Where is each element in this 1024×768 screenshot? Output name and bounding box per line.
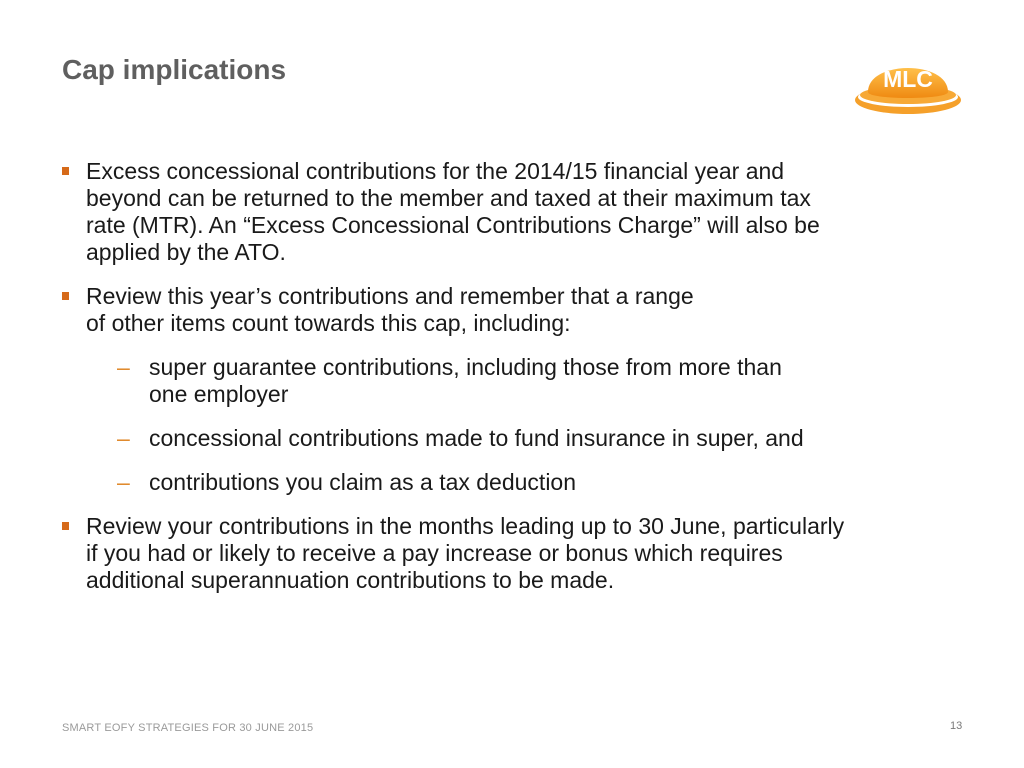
sub-bullet-line: contributions you claim as a tax deduction xyxy=(149,469,577,495)
sub-bullet-line: super guarantee contributions, including those from more than xyxy=(149,354,782,380)
bullet-line: if you had or likely to receive a pay increase or bonus which requires xyxy=(86,540,783,566)
bullet-square-icon xyxy=(62,522,69,530)
bullet-item xyxy=(62,513,942,594)
content-body xyxy=(62,158,942,594)
logo-text: MLC xyxy=(883,66,933,92)
sub-bullet-line: one employer xyxy=(149,381,289,407)
page-number: 13 xyxy=(950,720,963,732)
sub-bullet-item xyxy=(62,425,942,452)
mlc-logo xyxy=(852,50,964,124)
footer-text: SMART EOFY STRATEGIES FOR 30 JUNE 2015 xyxy=(62,722,314,734)
bullet-line: Excess concessional contributions for the 2014/15 financial year and xyxy=(86,158,785,184)
bullet-line: beyond can be returned to the member and taxed at their maximum tax xyxy=(86,185,811,211)
bullet-item xyxy=(62,158,942,266)
bullet-line: Review this year’s contributions and remember that a range xyxy=(86,283,694,309)
sub-bullet-item xyxy=(62,354,942,408)
bullet-line: of other items count towards this cap, including: xyxy=(86,310,571,336)
dash-icon: – xyxy=(117,425,130,451)
bullet-line: rate (MTR). An “Excess Concessional Contributions Charge” will also be xyxy=(86,212,820,238)
bullet-square-icon xyxy=(62,167,69,175)
sub-bullet-line: concessional contributions made to fund insurance in super, and xyxy=(149,425,804,451)
bullet-item xyxy=(62,283,942,337)
bullet-line: applied by the ATO. xyxy=(86,239,286,265)
bullet-line: additional superannuation contributions to be made. xyxy=(86,567,615,593)
bullet-line: Review your contributions in the months leading up to 30 June, particularly xyxy=(86,513,845,539)
sub-bullet-item xyxy=(62,469,942,496)
dash-icon: – xyxy=(117,469,130,495)
slide-title: Cap implications xyxy=(62,54,287,85)
bullet-square-icon xyxy=(62,292,69,300)
dash-icon: – xyxy=(117,354,130,380)
